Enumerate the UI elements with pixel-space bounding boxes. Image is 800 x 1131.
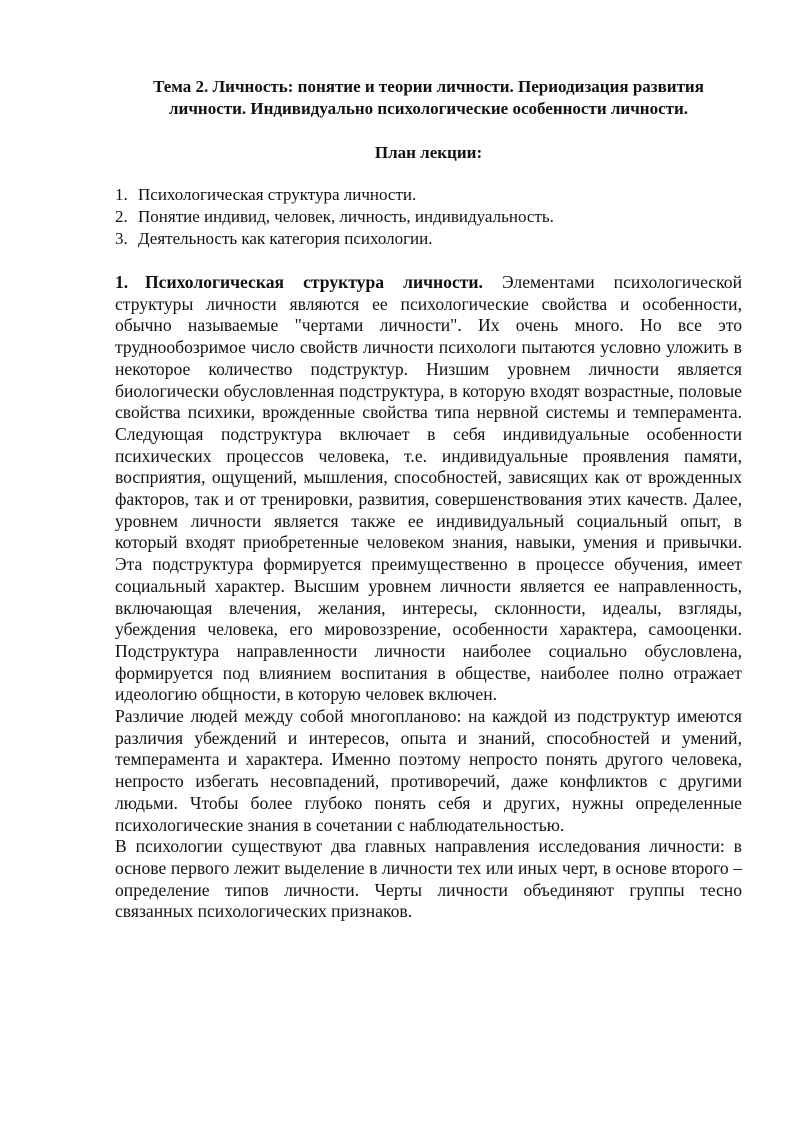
plan-item-number: 3.: [115, 229, 128, 248]
section-1-paragraph-1: [115, 272, 742, 706]
plan-item-text: Деятельность как категория психологии.: [138, 229, 433, 248]
section-1-paragraph-2: Различие людей между собой многопланово: на каждой из подструктур имеются различия убеждений и интересов, опыта и знаний, способностей и умений, темперамента и характера. Именно поэтому непросто понять другого человека, непросто избегать несовпадений, противоречий, даже конфликтов с другими людьми. Чтобы более глубоко понять себя и других, нужны определенные психологические знания в сочетании с наблюдательностью.: [115, 706, 742, 835]
plan-item-number: 2.: [115, 207, 128, 226]
section-1: [115, 272, 742, 923]
plan-item-number: 1.: [115, 185, 128, 204]
plan-item: [115, 184, 742, 206]
plan-heading: План лекции:: [374, 143, 483, 162]
document-title: Тема 2. Личность: понятие и теории личности. Периодизация развития личности. Индивидуально психологические особенности личности.: [153, 77, 704, 118]
section-1-heading: Психологическая структура личности.: [145, 272, 483, 292]
plan-item-text: Понятие индивид, человек, личность, индивидуальность.: [138, 207, 554, 226]
plan-item-text: Психологическая структура личности.: [138, 185, 417, 204]
section-1-paragraph-3: В психологии существуют два главных направления исследования личности: в основе первого лежит выделение в личности тех или иных черт, в основе второго – определение типов личности. Черты личности объединяют группы тесно связанных психологических признаков.: [115, 836, 742, 922]
plan-list: [115, 184, 742, 250]
section-1-paragraph-1-text: Элементами психологической структуры личности являются ее психологические свойства и особенности, обычно называемые "чертами личности". Их очень много. Но все это труднообозримое число свойств личности психологи пытаются условно уложить в некоторое количество подструктур. Низшим уровнем личности является биологически обусловленная подструктура, в которую входят возрастные, половые свойства психики, врожденные свойства типа нервной системы и темперамента. Следующая подструктура включает в себя индивидуальные особенности психических процессов человека, т.е. индивидуальные проявления памяти, восприятия, ощущений, мышления, способностей, зависящих как от врожденных факторов, так и от тренировки, развития, совершенствования этих качеств. Далее, уровнем личности является также ее индивидуальный социальный опыт, в который входят приобретенные человеком знания, навыки, умения и привычки. Эта подструктура формируется преимущественно в процессе обучения, имеет социальный характер. Высшим уровнем личности является ее направленность, включающая влечения, желания, интересы, склонности, идеалы, взгляды, убеждения человека, его мировоззрение, особенности характера, самооценки. Подструктура направленности личности наиболее социально обусловлена, формируется под влиянием воспитания в обществе, наиболее полно отражает идеологию общности, в которую человек включен.: [115, 272, 742, 705]
plan-item: [115, 228, 742, 250]
section-1-number: 1.: [115, 272, 129, 292]
document-page: [115, 76, 742, 923]
plan-item: [115, 206, 742, 228]
